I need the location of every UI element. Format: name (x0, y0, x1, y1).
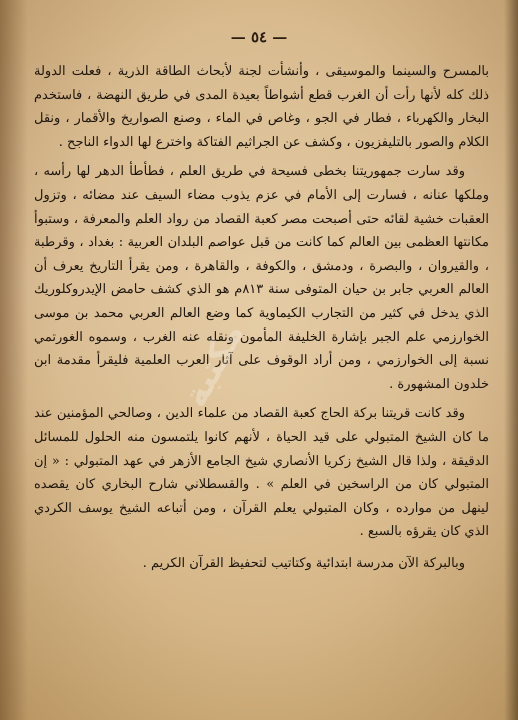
paragraph-3: وقد كانت قريتنا بركة الحاج كعبة القصاد من علماء الدين ، وصالحي المؤمنين عند ما كان الشيخ المتبولي على قيد الحياة ، لأنهم كانوا يلتمسون منه الحلول للمسائل الدقيقة ، ولذا قال الشيخ زكريا الأنصاري شيخ الجامع الأزهر في عهد المتبولي : « إن المتبولي كان من الراسخين في العلم » . والقسطلاني شارح البخاري كان يقصده لينهل من موارده ، وكان المتبولي يعلم القرآن ، ومن أتباعه الشيخ يوسف الكردي الذي كان يقرؤه بالسبع . (34, 406, 489, 540)
paragraph-4: وبالبركة الآن مدرسة ابتدائية وكتاتيب لتحفيظ القرآن الكريم . (142, 555, 465, 571)
page-shadow-left (0, 0, 28, 720)
page-number: — ٥٤ — (230, 28, 288, 46)
page-shadow-right (504, 0, 518, 720)
body-text (34, 60, 489, 575)
paragraph-1: بالمسرح والسينما والموسيقى ، وأنشأت لجنة لأبحاث الطاقة الذرية ، فعلت الدولة ذلك كله لأنها رأت أن الغرب قطع أشواطاً بعيدة المدى في طريق النهضة ، فاستخدم البخار والكهرباء ، فطار في الجو ، وغاص في الماء ، وصنع الصواريخ والأقمار ، ونقل الكلام والصور بالتليفزيون ، وكشف عن الجراثيم الفتاكة واخترع لها الدواء الناجح . (34, 64, 489, 150)
paragraph-2: وقد سارت جمهوريتنا بخطى فسيحة في طريق العلم ، فطأطأ الدهر لها رأسه ، وملكها عنانه ، فسارت إلى الأمام في عزم يذوب مضاء السيف عند مضائه ، وتزول العقبات خشية لقائه حتى أصبحت مصر كعبة القصاد من رواد العلم والمعرفة ، وستبوأ مكانتها العظمى بين العالم كما كانت من قبل عواصم البلدان العربية : بغداد ، وقرطبة ، والقيروان ، والبصرة ، ودمشق ، والكوفة ، والقاهرة ، ومن يقرأ التاريخ يعرف أن العالم العربي جابر بن حيان المتوفى سنة ٨١٣م هو الذي كشف حامض الإيدروكلوريك الذي يدخل في كثير من التجارب الكيماوية كما وضع العالم العربي محمد بن موسى الخوارزمي علم الجبر بإشارة الخليفة المأمون ونقله عنه الغرب ، وسموه الغورتمي نسبة إلى الخوارزمي ، ومن أراد الوقوف على آثار العرب العلمية فليقرأ مقدمة ابن خلدون المشهورة . (34, 164, 489, 392)
watermark-logo: مكتبة (175, 316, 253, 414)
